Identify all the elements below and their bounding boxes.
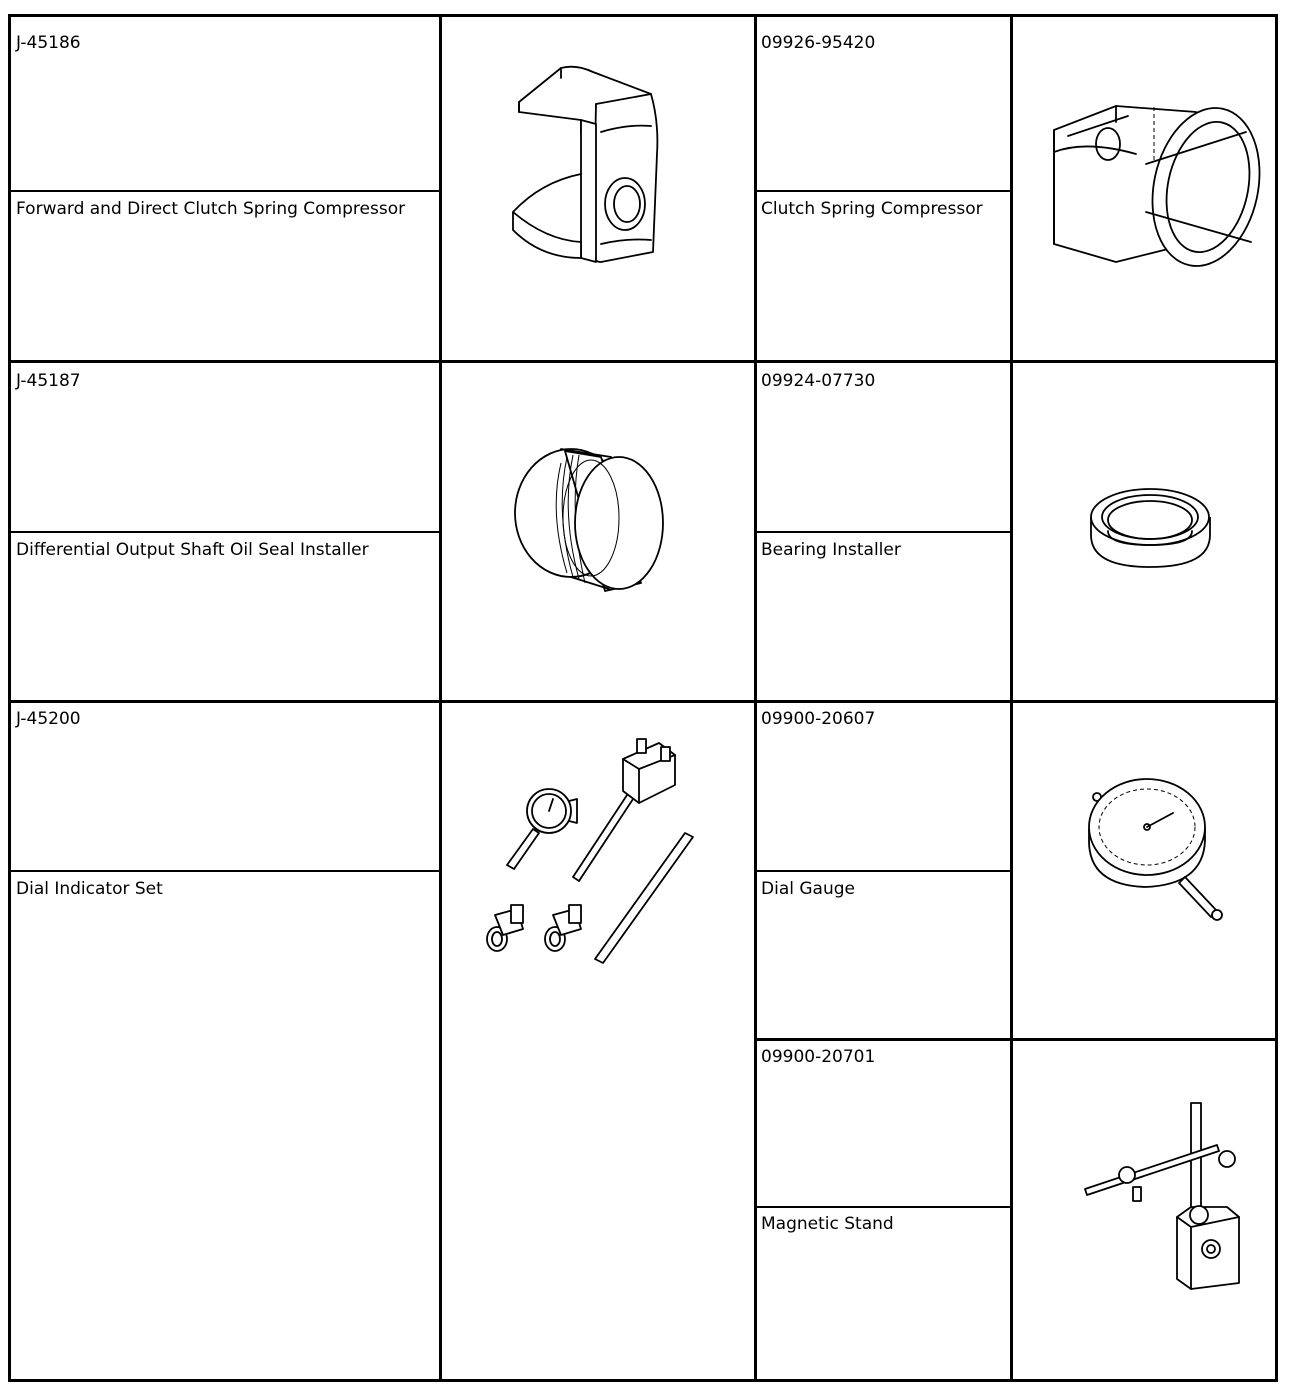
tool-name: Bearing Installer xyxy=(761,540,901,560)
tool-name: Forward and Direct Clutch Spring Compressor xyxy=(16,199,406,219)
cell-divider xyxy=(11,870,439,872)
row-divider xyxy=(757,1038,1275,1041)
tool-name: Dial Gauge xyxy=(761,879,855,899)
cell-divider xyxy=(757,870,1010,872)
tool-name: Magnetic Stand xyxy=(761,1214,894,1234)
tool-number: 09900-20607 xyxy=(761,709,876,729)
oil-seal-installer-icon xyxy=(501,443,671,597)
row-divider xyxy=(11,360,1275,363)
row-divider xyxy=(11,700,1275,703)
special-tools-table xyxy=(8,14,1278,1382)
cell-divider xyxy=(757,531,1010,533)
spring-compressor-icon xyxy=(501,62,661,286)
tool-number: 09924-07730 xyxy=(761,371,876,391)
tool-number: 09900-20701 xyxy=(761,1047,876,1067)
cell-divider xyxy=(11,190,439,192)
tool-name: Clutch Spring Compressor xyxy=(761,199,983,219)
bearing-installer-icon xyxy=(1086,487,1226,576)
cell-divider xyxy=(11,531,439,533)
tool-name: Differential Output Shaft Oil Seal Installer xyxy=(16,540,369,560)
cell-divider xyxy=(757,1206,1010,1208)
dial-indicator-set-icon xyxy=(461,729,721,973)
clutch-spring-compressor-icon xyxy=(1046,92,1266,281)
tool-number: J-45187 xyxy=(16,371,81,391)
cell-divider xyxy=(757,190,1010,192)
magnetic-stand-icon xyxy=(1079,1099,1249,1303)
column-divider xyxy=(1010,17,1013,1379)
tool-number: 09926-95420 xyxy=(761,33,876,53)
tool-number: J-45200 xyxy=(16,709,81,729)
dial-gauge-icon xyxy=(1081,775,1241,929)
tool-number: J-45186 xyxy=(16,33,81,53)
column-divider xyxy=(439,17,442,1379)
column-divider xyxy=(754,17,757,1379)
tool-name: Dial Indicator Set xyxy=(16,879,163,899)
